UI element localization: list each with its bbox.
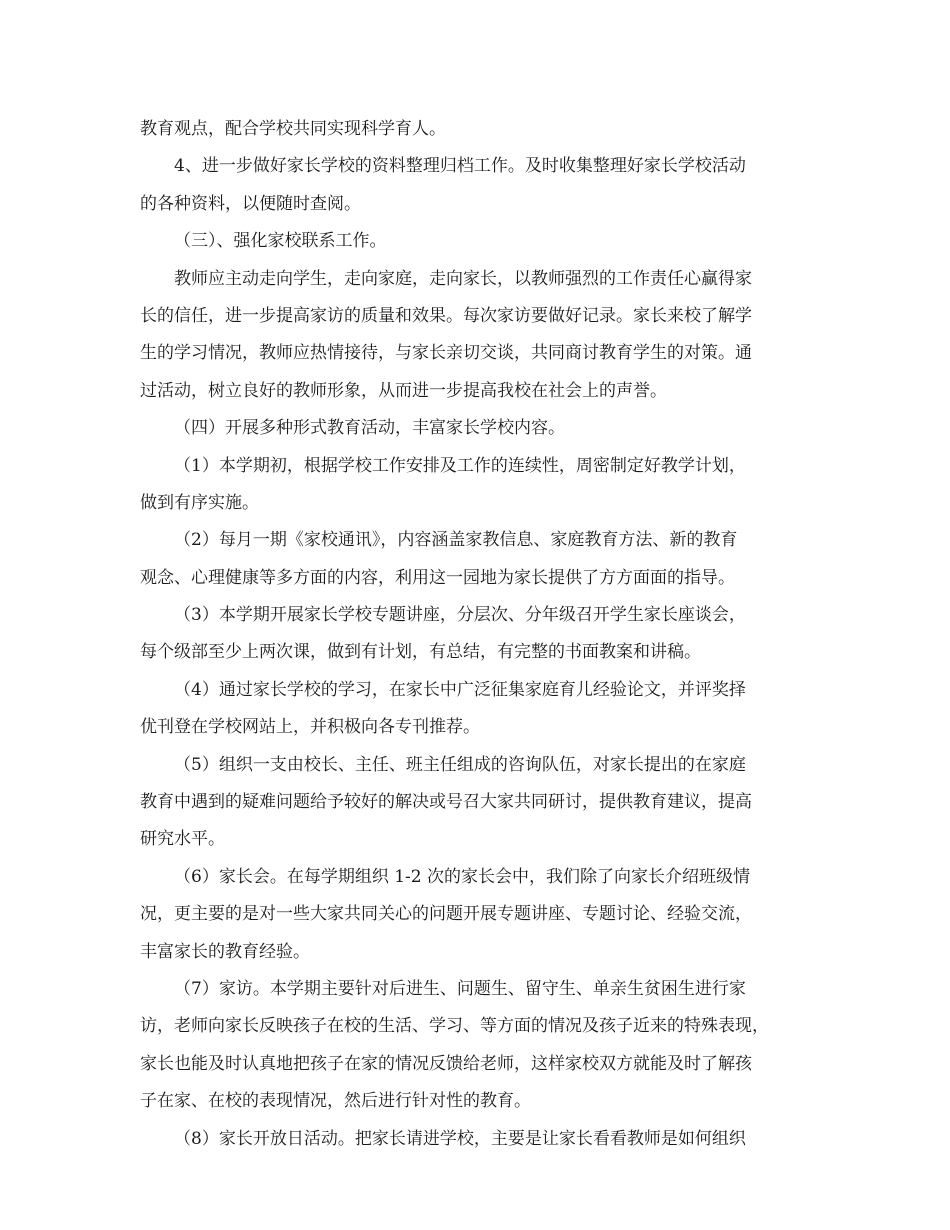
text-line: 做到有序实施。 bbox=[140, 492, 259, 513]
text-line: 每个级部至少上两次课，做到有计划，有总结，有完整的书面教案和讲稿。 bbox=[140, 642, 701, 663]
text-line: （4）通过家长学校的学习，在家长中广泛征集家庭育儿经验论文，并评奖择 bbox=[174, 679, 746, 700]
text-line: （2）每月一期《家校通讯》，内容涵盖家教信息、家庭教育方法、新的教育 bbox=[174, 530, 738, 551]
text-line: 优刊登在学校网站上，并积极向各专刊推荐。 bbox=[140, 717, 480, 738]
text-line: 生的学习情况，教师应热情接待，与家长亲切交谈，共同商讨教育学生的对策。通 bbox=[140, 343, 752, 364]
text-line: 家长也能及时认真地把孩子在家的情况反馈给老师，这样家校双方就能及时了解孩 bbox=[140, 1053, 752, 1074]
text-line: （3）本学期开展家长学校专题讲座，分层次、分年级召开学生家长座谈会， bbox=[174, 605, 746, 626]
text-line: 访，老师向家长反映孩子在校的生活、学习、等方面的情况及孩子近来的特殊表现， bbox=[140, 1016, 769, 1037]
text-line: 况，更主要的是对一些大家共同关心的问题开展专题讲座、专题讨论、经验交流， bbox=[140, 904, 752, 925]
text-line: 4、进一步做好家长学校的资料整理归档工作。及时收集整理好家长学校活动 bbox=[174, 156, 746, 177]
text-line: （8）家长开放日活动。把家长请进学校，主要是让家长看看教师是如何组织 bbox=[174, 1128, 746, 1149]
text-line: （7）家访。本学期主要针对后进生、问题生、留守生、单亲生贫困生进行家 bbox=[174, 978, 746, 999]
text-line: 子在家、在校的表现情况，然后进行针对性的教育。 bbox=[140, 1091, 531, 1112]
text-line: （6）家长会。在每学期组织 1-2 次的家长会中，我们除了向家长介绍班级情 bbox=[174, 866, 750, 887]
text-line: 过活动，树立良好的教师形象，从而进一步提高我校在社会上的声誉。 bbox=[140, 380, 667, 401]
text-line: 观念、心理健康等多方面的内容，利用这一园地为家长提供了方方面面的指导。 bbox=[140, 567, 735, 588]
text-line: 丰富家长的教育经验。 bbox=[140, 941, 310, 962]
section-heading: （三）、强化家校联系工作。 bbox=[174, 231, 387, 252]
document-body bbox=[140, 111, 812, 1158]
text-line: 教育观点，配合学校共同实现科学育人。 bbox=[140, 119, 446, 139]
text-line: （1）本学期初，根据学校工作安排及工作的连续性，周密制定好教学计划， bbox=[174, 455, 746, 476]
section-heading: （四）开展多种形式教育活动，丰富家长学校内容。 bbox=[174, 418, 565, 439]
text-line: 研究水平。 bbox=[140, 829, 225, 850]
text-line: （5）组织一支由校长、主任、班主任组成的咨询队伍，对家长提出的在家庭 bbox=[174, 754, 746, 775]
text-line: 长的信任，进一步提高家访的质量和效果。每次家访要做好记录。家长来校了解学 bbox=[140, 305, 752, 326]
text-line: 教师应主动走向学生，走向家庭，走向家长，以教师强烈的工作责任心赢得家 bbox=[174, 268, 752, 289]
text-line: 的各种资料，以便随时查阅。 bbox=[140, 193, 361, 214]
text-line: 教育中遇到的疑难问题给予较好的解决或号召大家共同研讨，提供教育建议，提高 bbox=[140, 792, 752, 813]
